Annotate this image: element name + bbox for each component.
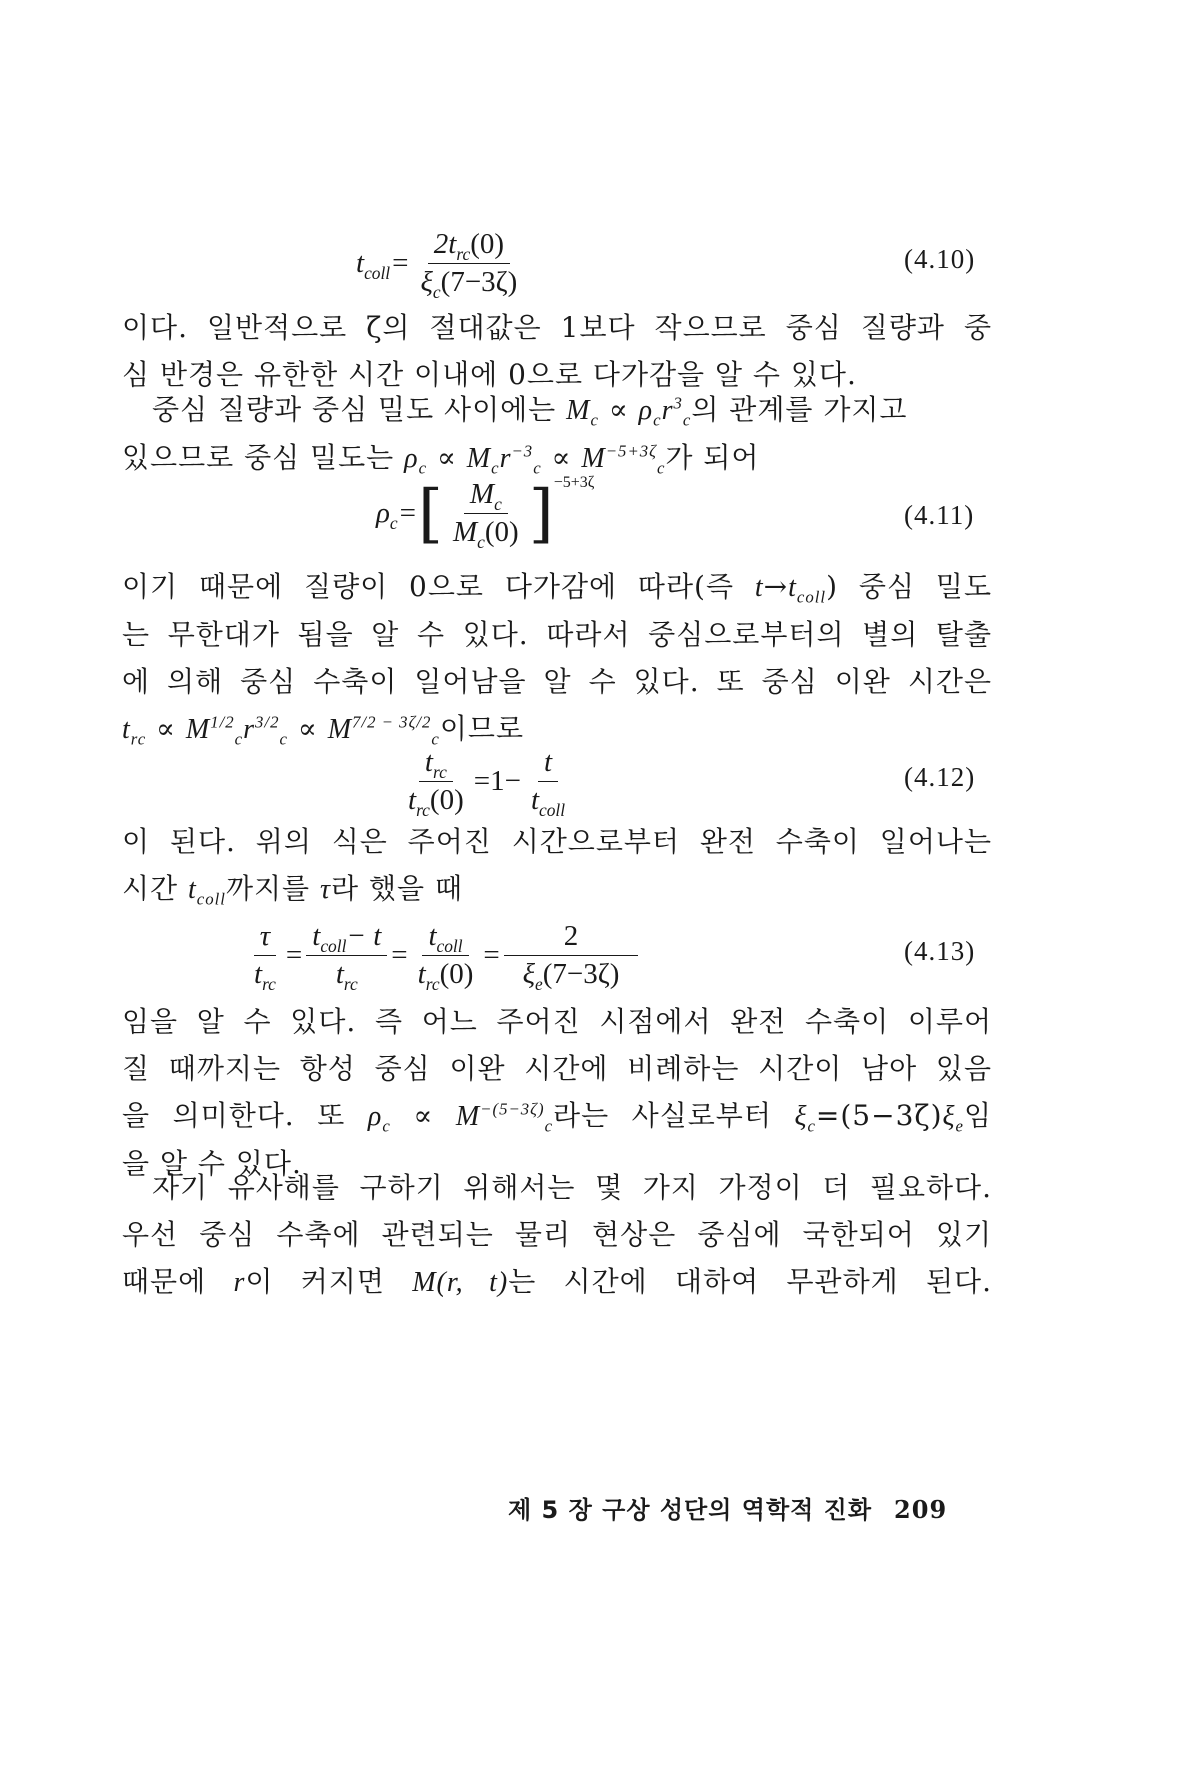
left-bracket: [ bbox=[418, 476, 443, 551]
text-line: 때문에 r이 커지면 M(r, t)는 시간에 대하여 무관하게 된다. bbox=[122, 1265, 992, 1298]
fraction: $\frac{M_c}{M_c(0)}$ bbox=[452, 478, 519, 552]
text-line: 임을 알 수 있다. 즉 어느 주어진 시점에서 완전 수축이 이루어 bbox=[122, 1005, 992, 1038]
paragraph-4 bbox=[122, 818, 992, 913]
exponent: −5+3ζ bbox=[553, 474, 595, 491]
text-line: 에 의해 중심 수축이 일어남을 알 수 있다. 또 중심 이완 시간은 bbox=[122, 665, 992, 698]
text-line: 있으므로 중심 밀도는 $\rho_c \propto M_cr^{-3}_c \propto M^{-5+3\zeta}_c$가 되어 bbox=[122, 441, 760, 478]
fraction: $\frac{t_{coll}- t}{t_{rc}}$ bbox=[306, 920, 387, 991]
paragraph-5 bbox=[122, 998, 992, 1187]
text-line: 자기 유사해를 구하기 위해서는 몇 가지 가정이 더 필요하다. bbox=[152, 1171, 992, 1204]
book-page: $t_{coll}$ = $\frac{2t_{rc}(0)}{\xi_c(7-3\zeta)}$ (4.10) 이다. 일반적으로 ζ의 절대값은 1보다 작으므로 중심 질량과 중 심 반경은 유한한 시간 이내에 0으로 다가감을 알 수 있다. 중심 질량과 중심 밀도 사이에는 $M_c \propto \rho_cr^3_c$의 관계를 가지고 있으므로 중심 밀도는 $\rho_c \propto M_cr^{-3}_c \propto M^{-5+3\zeta}_c$가 되어 $\rho_c$ = [ $\frac{M_c}{M_c(0)}$ ] −5+3ζ (4.11) 이기 때문에 질량이 0으로 다가감에 따라(즉 $t\to t_{coll}$) 중심 밀도 는 무한대가 됨을 알 수 있다. 따라서 중심으로부터의 별의 탈출 에 의해 중심 수축이 일어남을 알 수 있다. 또 중심 이완 시간은 $t_{rc} \propto M^{1/2}_cr^{3/2}_c \propto M^{7/2 - 3\zeta/2}_c$이므로 $\frac{t_{rc}}{t_{rc}(0)}$ =1− $\frac{t}{t_{coll}}$ (4.12) 이 된다. 위의 식은 주어진 시간으로부터 완전 수축이 일어나는 시간 $t_{coll}$까지를 τ라 했을 때 $\frac{\tau}{t_{rc}}$ = $\frac{t_{coll}- t}{t_{rc}}$ = $\frac{t_{coll}}{t_{rc}(0)}$ = $\frac{2}{\xi_e(7-3\zeta)}$ (4.13) 임을 알 수 있다. 즉 어느 주어진 시점에서 완전 수축이 이루어 질 때까지는 항성 중심 이완 시간에 비례하는 시간이 남아 있음 을 의미한다. 또 $\rho_c \propto M^{-(5-3\zeta)}_c$라는 사실로부터 $\xi_c=(5-3\zeta)\xi_e$임 을 알 수 있다. 자기 유사해를 구하기 위해서는 몇 가지 가정이 더 필요하다. 우선 중심 수축에 관련되는 물리 현상은 중심에 국한되어 있기 때문에 r이 커지면 M(r, t)는 시간에 대하여 무관하게 된다. 제 5 장 구상 성단의 역학적 진화 209 bbox=[122, 228, 993, 1524]
text-line: $t_{rc} \propto M^{1/2}_cr^{3/2}_c \propto M^{7/2 - 3\zeta/2}_c$이므로 bbox=[122, 712, 525, 749]
text-line: 심 반경은 유한한 시간 이내에 0으로 다가감을 알 수 있다. bbox=[122, 358, 857, 391]
right-bracket: ] bbox=[528, 476, 554, 551]
page-number: 209 bbox=[894, 1495, 948, 1524]
text-line: 중심 질량과 중심 밀도 사이에는 $M_c \propto \rho_cr^3_c$의 관계를 가지고 bbox=[152, 393, 908, 430]
text-line: 이기 때문에 질량이 0으로 다가감에 따라(즉 $t\to t_{coll}$) 중심 밀도 bbox=[122, 570, 992, 607]
text-line: 이 된다. 위의 식은 주어진 시간으로부터 완전 수축이 일어나는 bbox=[122, 825, 992, 858]
page-footer bbox=[508, 1490, 947, 1525]
paragraph-2 bbox=[122, 386, 992, 482]
fraction: $\frac{t}{t_{coll}}$ bbox=[530, 746, 566, 820]
text-line: 질 때까지는 항성 중심 이완 시간에 비례하는 시간이 남아 있음 bbox=[122, 1052, 992, 1085]
fraction: $\frac{\tau}{t_{rc}}$ bbox=[254, 920, 276, 994]
chapter-title: 제 5 장 구상 성단의 역학적 진화 bbox=[508, 1496, 873, 1524]
fraction: $\frac{t_{coll}}{t_{rc}(0)}$ bbox=[417, 920, 474, 994]
paragraph-6 bbox=[122, 1164, 992, 1306]
fraction: $\frac{2t_{rc}(0)}{\xi_c(7-3\zeta)}$ bbox=[420, 228, 518, 302]
text-line: 우선 중심 수축에 관련되는 물리 현상은 중심에 국한되어 있기 bbox=[122, 1218, 992, 1251]
text-line: 시간 $t_{coll}$까지를 τ라 했을 때 bbox=[122, 872, 464, 909]
text-line: 는 무한대가 됨을 알 수 있다. 따라서 중심으로부터의 별의 탈출 bbox=[122, 618, 992, 651]
paragraph-3 bbox=[122, 563, 992, 753]
text-line: 을 의미한다. 또 $\rho_c \propto M^{-(5-3\zeta)}_c$라는 사실로부터 $\xi_c=(5-3\zeta)\xi_e$임 bbox=[122, 1099, 993, 1136]
fraction: $\frac{2}{\xi_e(7-3\zeta)}$ bbox=[504, 920, 639, 991]
equation-number: (4.11) bbox=[904, 500, 975, 530]
equation-number: (4.13) bbox=[904, 936, 976, 966]
fraction: $\frac{t_{rc}}{t_{rc}(0)}$ bbox=[408, 746, 464, 820]
paragraph-1 bbox=[122, 304, 992, 398]
text-line: 이다. 일반적으로 ζ의 절대값은 1보다 작으므로 중심 질량과 중 bbox=[122, 311, 992, 344]
equation-number: (4.10) bbox=[904, 244, 976, 274]
equation-number: (4.12) bbox=[904, 762, 976, 792]
text-line: 을 알 수 있다. bbox=[122, 1147, 302, 1180]
